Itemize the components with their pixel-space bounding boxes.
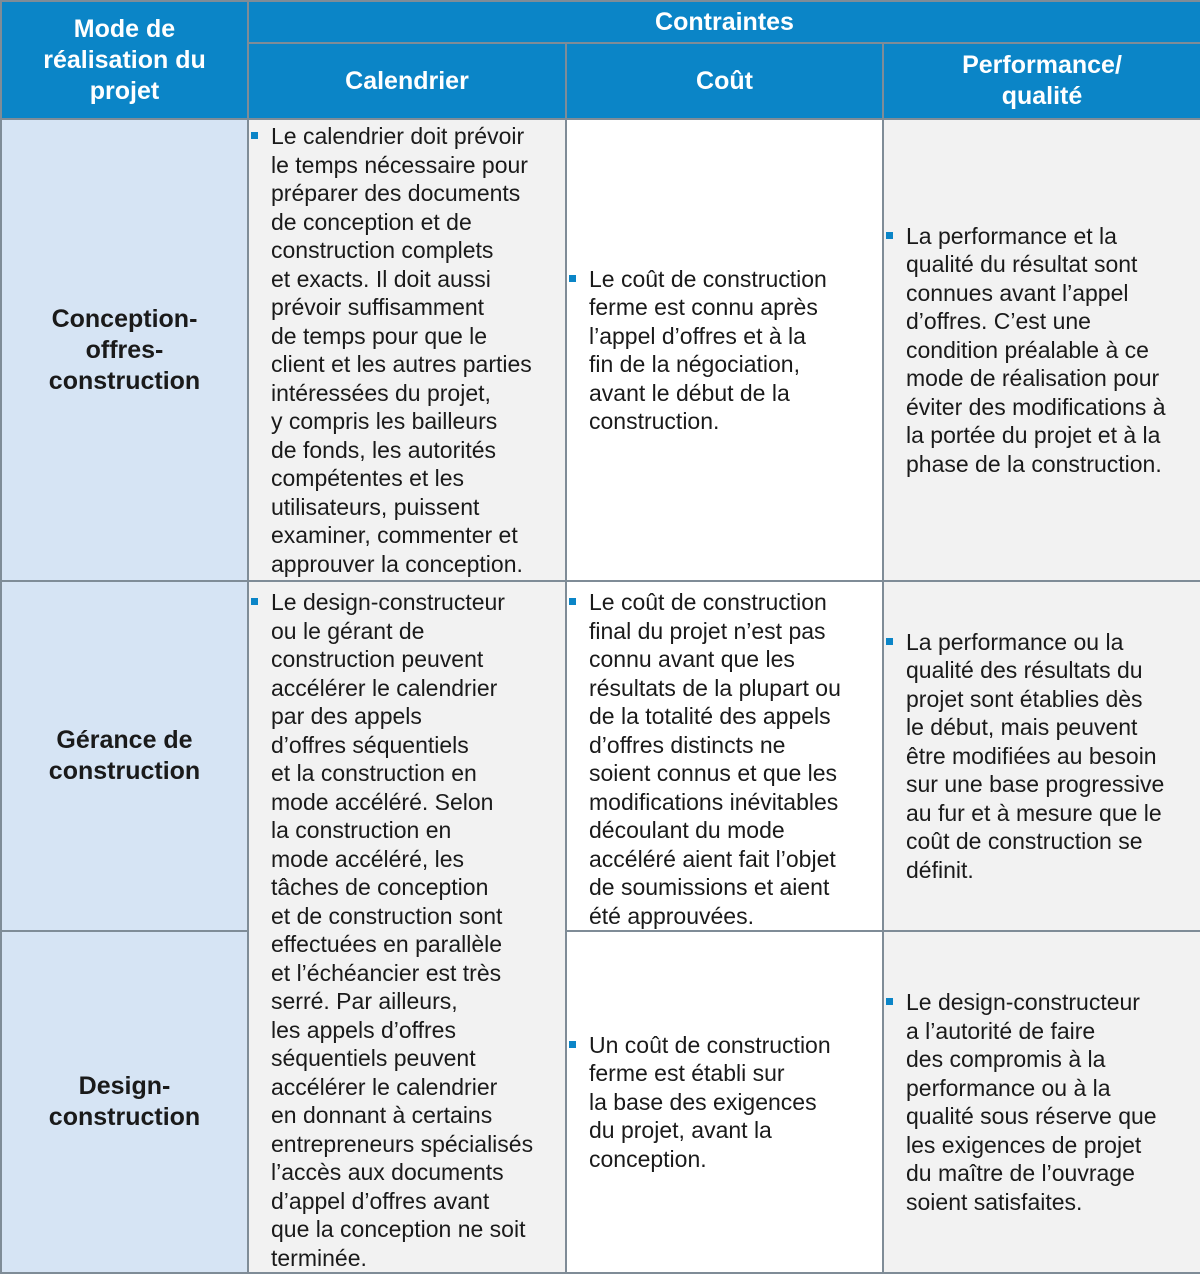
list-item: [884, 988, 1200, 1216]
schedule-cell: [248, 119, 566, 581]
header-row-top: [1, 1, 1200, 43]
header-schedule: Calendrier: [248, 43, 566, 119]
list-item: [884, 222, 1200, 479]
bullet-square-icon: [886, 232, 893, 239]
table-row: [1, 931, 1200, 1273]
bullet-square-icon: [886, 998, 893, 1005]
mode-cell: Design- construction: [1, 931, 248, 1273]
bullet-square-icon: [569, 1041, 576, 1048]
schedule-text: Le calendrier doit prévoir le temps nécessaire pour préparer des documents de conception et de construction complets et exacts. Il doit aussi prévoir suffisamment de temps pour que le client et les autres parties intéressées du projet, y compris les bailleurs de fonds, les autorités compétentes et les utilisateurs, puissent examiner, commenter et approuver la conception.: [271, 123, 532, 577]
mode-cell: Gérance de construction: [1, 581, 248, 931]
mode-cell: Conception- offres- construction: [1, 119, 248, 581]
table-row: [1, 581, 1200, 931]
cost-cell: [566, 931, 883, 1273]
table-row: [1, 119, 1200, 581]
bullet-square-icon: [251, 132, 258, 139]
cost-text: Le coût de construction final du projet n’est pas connu avant que les résultats de la plupart ou de la totalité des appels d’offres distincts ne soient connus et que les modifications inévitables découlant du mode accéléré aient fait l’objet de soumissions et aient été approuvées.: [589, 589, 841, 929]
schedule-cell-merged: [248, 581, 566, 1273]
list-item: [884, 628, 1200, 885]
cost-text: Un coût de construction ferme est établi sur la base des exigences du projet, avant la conception.: [589, 1031, 831, 1172]
list-item: [567, 265, 882, 436]
performance-cell: [883, 581, 1200, 931]
performance-text: La performance ou la qualité des résultats du projet sont établies dès le début, mais peuvent être modifiées au besoin sur une base progressive au fur et à mesure que le coût de construction se définit.: [906, 628, 1165, 883]
cost-text: Le coût de construction ferme est connu après l’appel d’offres et à la fin de la négociation, avant le début de la construction.: [589, 265, 827, 434]
list-item: [249, 588, 565, 1272]
performance-text: La performance et la qualité du résultat sont connues avant l’appel d’offres. C’est une condition préalable à ce mode de réalisation pour éviter des modifications à la portée du projet et à la phase de la construction.: [906, 222, 1166, 477]
bullet-square-icon: [251, 598, 258, 605]
bullet-square-icon: [886, 638, 893, 645]
bullet-square-icon: [569, 598, 576, 605]
bullet-square-icon: [569, 275, 576, 282]
header-performance: Performance/ qualité: [883, 43, 1200, 119]
performance-cell: [883, 119, 1200, 581]
list-item: [567, 1031, 882, 1174]
cost-cell: [566, 581, 883, 931]
header-constraints: Contraintes: [248, 1, 1200, 43]
header-cost: Coût: [566, 43, 883, 119]
performance-cell: [883, 931, 1200, 1273]
cost-cell: [566, 119, 883, 581]
performance-text: Le design-constructeur a l’autorité de faire des compromis à la performance ou à la qualité sous réserve que les exigences de projet du maître de l’ouvrage soient satisfaites.: [906, 989, 1157, 1215]
schedule-text: Le design-constructeur ou le gérant de construction peuvent accélérer le calendrier par des appels d’offres séquentiels et la construction en mode accéléré. Selon la construction en mode accéléré, les tâches de conception et de construction sont effectuées en parallèle et l’échéancier est très serré. Par ailleurs, les appels d’offres séquentiels peuvent accélérer le calendrier en donnant à certains entrepreneurs spécialisés l’accès aux documents d’appel d’offres avant que la conception ne soit terminée.: [271, 589, 534, 1271]
header-mode: Mode de réalisation du projet: [1, 1, 248, 119]
list-item: [249, 122, 565, 578]
list-item: [567, 588, 882, 930]
